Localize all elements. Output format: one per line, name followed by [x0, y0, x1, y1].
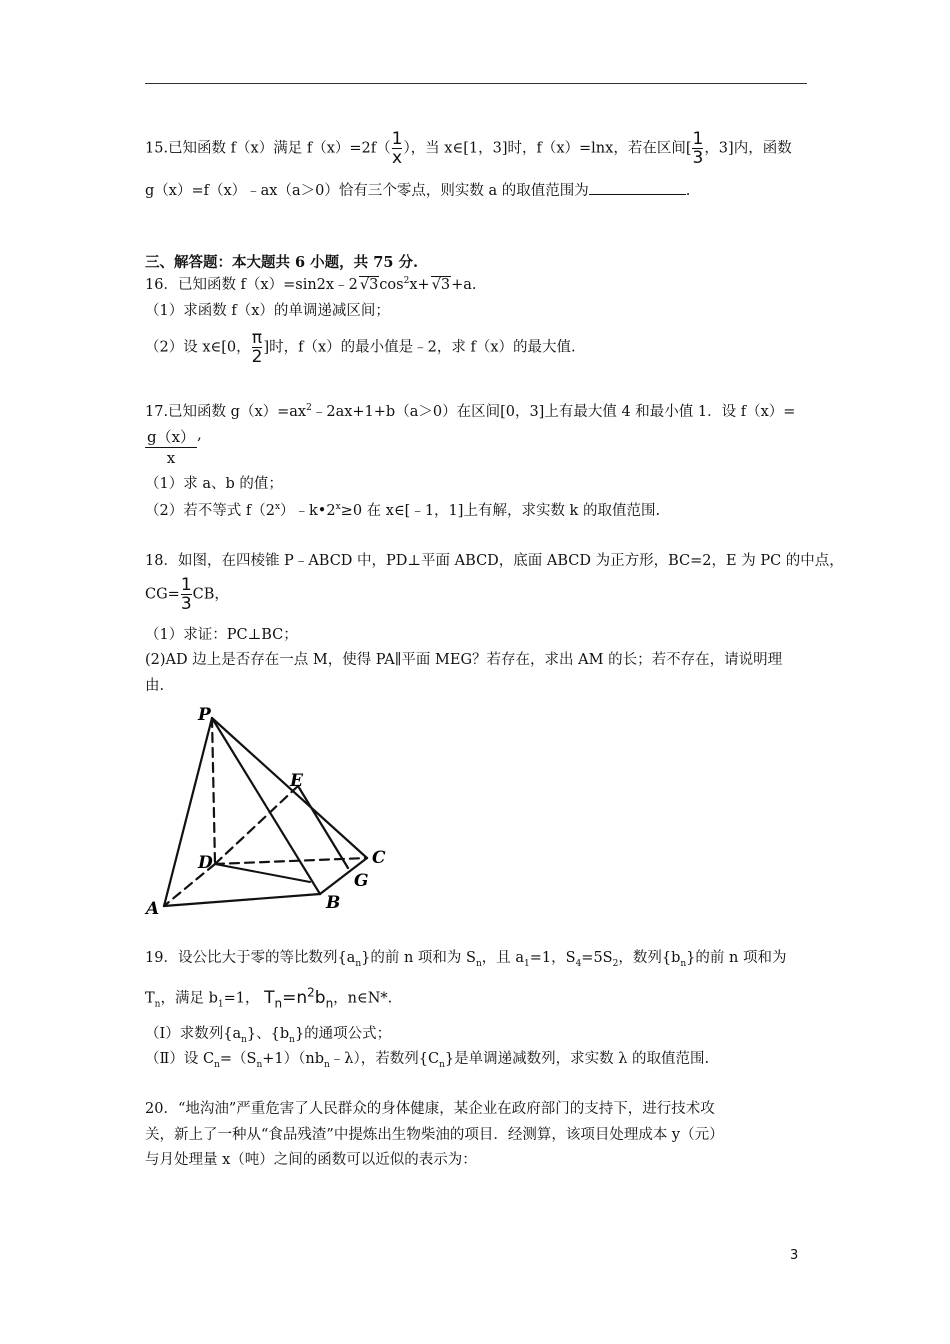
label-D: D: [198, 853, 213, 873]
answer-blank: [589, 180, 686, 195]
q18-part2: (2)AD 边上是否存在一点 M，使得 PA∥平面 MEG？若存在，求出 AM 的长；若不存在，请说明理: [145, 652, 783, 668]
q18-part2-cont: 由.: [145, 678, 165, 694]
q18-part1: （1）求证：PC⊥BC；: [145, 627, 298, 643]
label-E: E: [290, 771, 303, 791]
q20-line3: 与月处理量 x（吨）之间的函数可以近似的表示为：: [145, 1152, 477, 1168]
q19-stem2: $T_n$，满足 $b_1=1$， $T_n=n^2b_n$，n∈N*.: [145, 985, 393, 1011]
q16-part1: （1）求函数 f（x）的单调递减区间；: [145, 303, 390, 319]
q16-stem: 16．已知函数 f（x）=sin2x﹣2 $√3\cos^2x+ √3+a$.: [145, 276, 477, 293]
q18-stem: 18．如图，在四棱锥 P﹣ABCD 中，PD⊥平面 ABCD，底面 ABCD 为正方形，BC=2，E 为 PC 的中点，: [145, 553, 844, 569]
q15-line2: g（x）=f（x）﹣ax（a＞0）恰有三个零点，则实数 a 的取值范围为 .: [145, 180, 690, 200]
q17-fraction: $\frac{g(x)}{x}$ ,: [147, 427, 202, 467]
label-B: B: [326, 893, 341, 913]
fraction-1-over-x: $\frac{1}{x}$: [391, 129, 403, 168]
label-C: C: [372, 848, 386, 868]
q16-part2: （2）设 x∈[0， $\frac{\pi}{2}$ ]时，f（x）的最小值是﹣2，求 f（x）的最大值.: [145, 328, 576, 367]
label-G: G: [354, 871, 369, 891]
sqrt-symbol: √3: [359, 277, 379, 293]
q18-stem2: CG= $\frac{1}{3}$ CB，: [145, 575, 229, 614]
q20-line2: 关，新上了一种从“食品残渣”中提炼出生物柴油的项目．经测算，该项目处理成本 y（元）: [145, 1127, 724, 1143]
header-rule: [145, 83, 807, 84]
q17-part1: （1）求 a、b 的值；: [145, 476, 283, 492]
q19-stem: 19．设公比大于零的等比数列$\{a_n\}$的前 n 项和为 $S_n$，且 $a_1=1$，$S_4=5S_2$，数列$\{b_n\}$的前 n 项和为: [145, 950, 787, 969]
q19-part1: （Ⅰ）求数列$\{a_n\}$、$\{b_n\}$的通项公式；: [145, 1026, 392, 1045]
fraction-pi-over-2: $\frac{\pi}{2}$: [251, 328, 263, 367]
page-number: 3: [790, 1248, 799, 1263]
label-A: A: [146, 899, 160, 919]
q17-stem: 17.已知函数 $g(x)=ax^2﹣2ax+1+b(a>0)$在区间[0，3]上有最大值 4 和最小值 1．设 f（x）=: [145, 403, 796, 420]
q17-part2: （2）若不等式 $f(2^x)﹣k•2^x\ge 0$ 在 x∈[﹣1，1]上有解，求实数 k 的取值范围.: [145, 502, 661, 519]
section-title: 三、解答题：本大题共 6 小题，共 75 分.: [145, 254, 419, 271]
pyramid-figure: [140, 700, 400, 920]
q19-part2: （Ⅱ）设 $C_n=(S_n+1)(nb_n﹣\lambda)$，若数列$\{C_n\}$是单调递减数列，求实数 λ 的取值范围.: [145, 1051, 710, 1070]
fraction-1-over-3: $\frac{1}{3}$: [180, 575, 192, 614]
q20-line1: 20．“地沟油”严重危害了人民群众的身体健康，某企业在政府部门的支持下，进行技术攻: [145, 1101, 715, 1117]
label-P: P: [198, 705, 211, 725]
formula-Tn: $T_n=n^2b_n$: [264, 985, 334, 1011]
fraction-1-over-3: $\frac{1}{3}$: [692, 129, 704, 168]
sqrt-symbol: √3: [431, 277, 451, 293]
q15-line1: 15.已知函数 f（x）满足 f（x）=2f（ $\frac{1}{x}$ ），当 x∈[1，3]时，f（x）=lnx，若在区间[ $\frac{1}{3}$ ，3]内，函数: [145, 129, 792, 168]
